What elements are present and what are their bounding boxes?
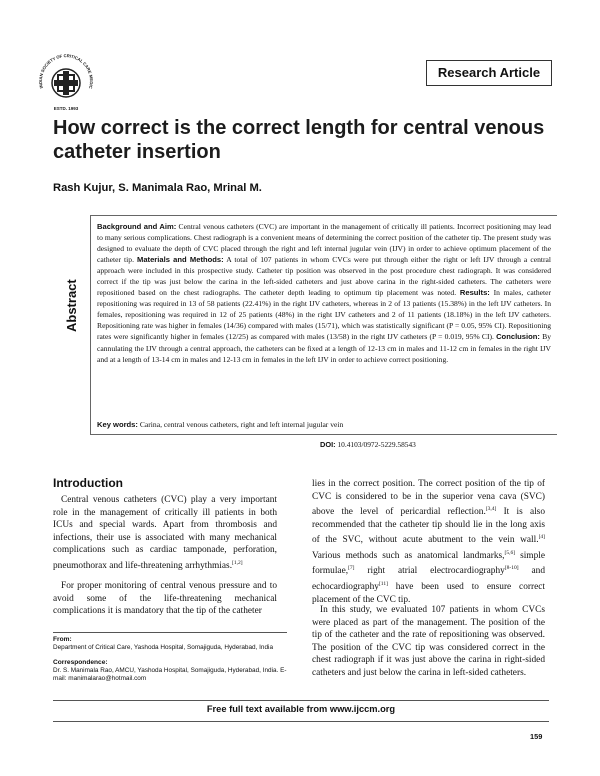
citation-ref[interactable]: [11] (378, 580, 388, 587)
correspondence-footnote (53, 659, 287, 684)
correspondence-label: Correspondence: (53, 659, 108, 666)
abstract-background: Central venous catheters (CVC) are important in the management of critically ill patients. Incorrect positioning may lead to many serious complications. Chest radiograph is a convenient means of determining the correct position of the catheter tip. The present study was designed to evaluate the depth of CVC placed through the right and left internal jugular vein (IJV) in order to achieve optimum placement of the catheter tip. (97, 222, 551, 265)
intro-paragraph-4: In this study, we evaluated 107 patients in whom CVCs were placed as part of the management. The position of the tip of the catheter and the rate of repositioning was observed. The position of the CVC tip was considered correct in the chest radiograph if it was just above the carina in right-sided catheters and just below the carina in left-sided catheters. (312, 605, 545, 678)
article-title: How correct is the correct length for central venous catheter insertion (53, 117, 545, 163)
citation-ref[interactable]: [7] (348, 565, 355, 572)
abstract-conclusion: By cannulating the IJV through a central approach, the catheters can be fixed at a length of 12-13 cm in males and 11-12 cm in females in the right IJV and at a length of 13-14 cm in males and 12-13 cm in females in the left IJV in order to achieve correct positioning. (97, 332, 551, 364)
intro-heading: Introduction (53, 476, 123, 490)
abstract-results: In males, catheter repositioning was required in 13 of 58 patients (22.41%) in the right IJV catheters, whereas in 2 of 13 patients (15.38%) in the left IJV catheters. In females, repositioning was required in 12 of 25 patients (48%) in the right IJV catheters and 2 of 11 patients (18.18%) in the left IJV catheters. Repositioning rate was higher in females (14/36) compared with males (15/71), which was statistically significant (P = 0.05, 95% CI). Repositioning rates were significantly higher in females (12/25) as compared with males (13/58) in the right IJV catheters (P = 0.019, 95% CI). (97, 288, 551, 342)
abstract-side-label: Abstract (64, 279, 79, 332)
citation-ref[interactable]: [1,2] (232, 559, 243, 566)
author-list: Rash Kujur, S. Manimala Rao, Mrinal M. (53, 182, 262, 194)
intro-paragraph-1: Central venous catheters (CVC) play a very important role in the management of critically ill patients in both ICUs and special wards. Apart from thrombosis and infections, their use is associated with many mechanical complications such as cardiac tamponade, perforation, pneumothorax and life-threatening arrhythmias.[1,2] (53, 495, 277, 571)
abstract-text (97, 221, 551, 365)
from-label: From: (53, 636, 72, 643)
footer-link[interactable]: Free full text available from www.ijccm.org (206, 704, 396, 714)
intro-paragraph-2: For proper monitoring of central venous pressure and to avoid some of the life-threatening mechanical complications it is mandatory that the tip of the catheter (53, 581, 277, 616)
journal-logo (35, 52, 97, 114)
keywords-label: Key words: (97, 420, 138, 429)
article-type-badge: Research Article (426, 60, 552, 86)
page-number: 159 (530, 732, 543, 741)
affiliation-text: Department of Critical Care, Yashoda Hospital, Somajiguda, Hyderabad, India (53, 644, 274, 652)
abstract-methods-label: Materials and Methods: (137, 255, 224, 265)
citation-ref[interactable]: [4] (538, 534, 545, 541)
logo-estd: ESTD. 1993 (53, 106, 79, 111)
doi (320, 440, 416, 449)
intro-paragraph-3: lies in the correct position. The correct position of the tip of CVC is considered to be in the superior vena cava (SVC) above the level of pericardial reflection.[3,4] It is also recommended that the catheter tip should lie in the long axis of the SVC, without acute abutment to the vein wall.[4] Various methods such as anatomical landmarks,[5,6] simple formulae,[7] right atrial electrocardiography[8-10] and echocardiography[11] have been used to ensure correct placement of the CVC tip. (312, 479, 545, 605)
citation-ref[interactable]: [8-10] (504, 565, 519, 572)
abstract-background-label: Background and Aim: (97, 222, 177, 231)
abstract-methods: A total of 107 patients in whom CVCs were put through either the right or left IJV through a central approach were included in this prospective study. Catheter tip position was observed in the post procedure chest radiograph. It was considered correct if the tip was just below the carina in the left-sided catheters and just above carina in the right-sided catheters. The catheters were repositioned based on the chest radiographs. The catheter depth leading to optimum tip placement was noted. (97, 255, 551, 298)
citation-ref[interactable]: [5,6] (504, 549, 516, 556)
doi-value[interactable]: 10.4103/0972-5229.58543 (335, 440, 416, 449)
footnote-divider (53, 632, 287, 633)
abstract-conclusion-label: Conclusion: (496, 332, 540, 342)
abstract-results-label: Results: (459, 288, 490, 298)
logo-ring-text: INDIAN SOCIETY OF CRITICAL CARE MEDIC (37, 53, 95, 90)
affiliation-footnote (53, 636, 287, 652)
citation-ref[interactable]: [3,4] (485, 506, 497, 512)
correspondence-text: Dr. S. Manimala Rao, AMCU, Yashoda Hospital, Somajiguda, Hyderabad, India. E-mail: manimalarao@hotmail.com (53, 667, 287, 683)
keywords-text: Carina, central venous catheters, right and left internal jugular vein (137, 420, 344, 429)
keywords (97, 420, 551, 429)
doi-label: DOI: (320, 440, 336, 449)
